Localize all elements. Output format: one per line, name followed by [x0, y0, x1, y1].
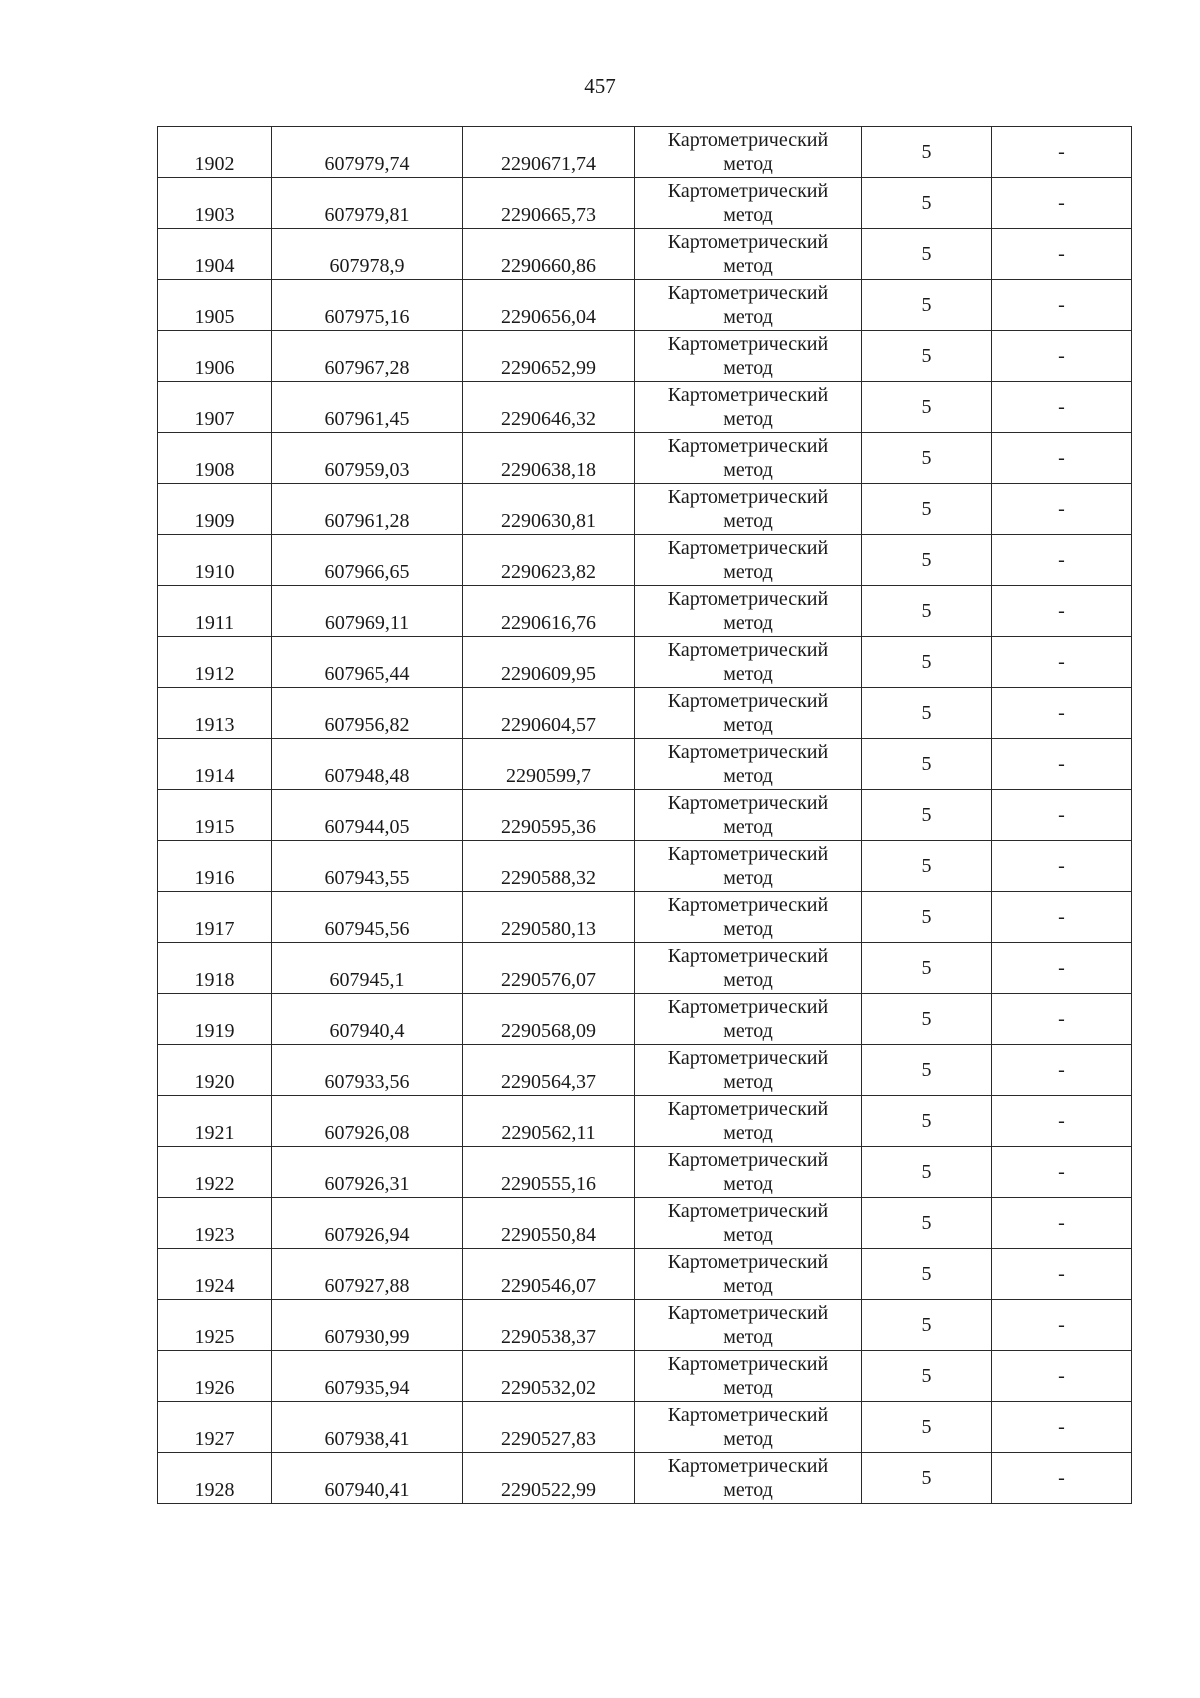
y-coordinate-cell: 2290630,81	[463, 484, 635, 535]
point-number-cell: 1902	[158, 127, 272, 178]
note-cell: -	[992, 484, 1132, 535]
table-row	[158, 1402, 1132, 1453]
y-coordinate-cell: 2290623,82	[463, 535, 635, 586]
accuracy-cell: 5	[862, 1453, 992, 1504]
y-coordinate-cell: 2290665,73	[463, 178, 635, 229]
x-coordinate-cell: 607930,99	[272, 1300, 463, 1351]
table-row	[158, 892, 1132, 943]
method-line-1: Картометрический	[667, 690, 829, 712]
method-cell	[635, 1198, 862, 1249]
table-row	[158, 943, 1132, 994]
accuracy-cell: 5	[862, 331, 992, 382]
note-cell: -	[992, 433, 1132, 484]
table-row	[158, 535, 1132, 586]
note-cell: -	[992, 1351, 1132, 1402]
method-line-1: Картометрический	[667, 1149, 829, 1171]
y-coordinate-cell: 2290546,07	[463, 1249, 635, 1300]
accuracy-cell: 5	[862, 1402, 992, 1453]
method-line-1: Картометрический	[667, 384, 829, 406]
note-cell: -	[992, 280, 1132, 331]
table-row	[158, 382, 1132, 433]
point-number-cell: 1917	[158, 892, 272, 943]
x-coordinate-cell: 607926,08	[272, 1096, 463, 1147]
x-coordinate-cell: 607961,28	[272, 484, 463, 535]
method-cell	[635, 1453, 862, 1504]
method-cell	[635, 1300, 862, 1351]
x-coordinate-cell: 607927,88	[272, 1249, 463, 1300]
table-row	[158, 688, 1132, 739]
table-row	[158, 841, 1132, 892]
method-line-1: Картометрический	[667, 1455, 829, 1477]
x-coordinate-cell: 607940,4	[272, 994, 463, 1045]
table-row	[158, 229, 1132, 280]
table-row	[158, 280, 1132, 331]
method-line-2: метод	[723, 255, 773, 277]
note-cell: -	[992, 892, 1132, 943]
note-cell: -	[992, 178, 1132, 229]
note-cell: -	[992, 127, 1132, 178]
accuracy-cell: 5	[862, 892, 992, 943]
point-number-cell: 1925	[158, 1300, 272, 1351]
accuracy-cell: 5	[862, 1147, 992, 1198]
y-coordinate-cell: 2290527,83	[463, 1402, 635, 1453]
y-coordinate-cell: 2290562,11	[463, 1096, 635, 1147]
x-coordinate-cell: 607979,74	[272, 127, 463, 178]
table-row	[158, 1351, 1132, 1402]
x-coordinate-cell: 607926,31	[272, 1147, 463, 1198]
method-cell	[635, 178, 862, 229]
note-cell: -	[992, 1300, 1132, 1351]
y-coordinate-cell: 2290576,07	[463, 943, 635, 994]
x-coordinate-cell: 607969,11	[272, 586, 463, 637]
accuracy-cell: 5	[862, 127, 992, 178]
method-line-2: метод	[723, 1479, 773, 1501]
method-line-1: Картометрический	[667, 639, 829, 661]
accuracy-cell: 5	[862, 688, 992, 739]
method-cell	[635, 994, 862, 1045]
method-line-2: метод	[723, 561, 773, 583]
method-line-1: Картометрический	[667, 486, 829, 508]
y-coordinate-cell: 2290656,04	[463, 280, 635, 331]
point-number-cell: 1928	[158, 1453, 272, 1504]
method-line-2: метод	[723, 1122, 773, 1144]
note-cell: -	[992, 739, 1132, 790]
method-line-2: метод	[723, 765, 773, 787]
y-coordinate-cell: 2290609,95	[463, 637, 635, 688]
accuracy-cell: 5	[862, 1249, 992, 1300]
accuracy-cell: 5	[862, 1198, 992, 1249]
point-number-cell: 1924	[158, 1249, 272, 1300]
table-row	[158, 433, 1132, 484]
table-row	[158, 790, 1132, 841]
method-line-2: метод	[723, 816, 773, 838]
accuracy-cell: 5	[862, 280, 992, 331]
point-number-cell: 1913	[158, 688, 272, 739]
point-number-cell: 1909	[158, 484, 272, 535]
point-number-cell: 1910	[158, 535, 272, 586]
x-coordinate-cell: 607926,94	[272, 1198, 463, 1249]
accuracy-cell: 5	[862, 484, 992, 535]
accuracy-cell: 5	[862, 535, 992, 586]
accuracy-cell: 5	[862, 994, 992, 1045]
accuracy-cell: 5	[862, 1045, 992, 1096]
method-cell	[635, 1351, 862, 1402]
method-line-2: метод	[723, 1071, 773, 1093]
point-number-cell: 1914	[158, 739, 272, 790]
accuracy-cell: 5	[862, 178, 992, 229]
note-cell: -	[992, 1249, 1132, 1300]
note-cell: -	[992, 994, 1132, 1045]
note-cell: -	[992, 841, 1132, 892]
x-coordinate-cell: 607948,48	[272, 739, 463, 790]
method-cell	[635, 688, 862, 739]
x-coordinate-cell: 607945,1	[272, 943, 463, 994]
method-line-1: Картометрический	[667, 894, 829, 916]
method-cell	[635, 892, 862, 943]
method-cell	[635, 1402, 862, 1453]
point-number-cell: 1926	[158, 1351, 272, 1402]
note-cell: -	[992, 535, 1132, 586]
method-line-2: метод	[723, 918, 773, 940]
table-row	[158, 1147, 1132, 1198]
method-line-2: метод	[723, 612, 773, 634]
method-line-1: Картометрический	[667, 1098, 829, 1120]
y-coordinate-cell: 2290588,32	[463, 841, 635, 892]
accuracy-cell: 5	[862, 1300, 992, 1351]
method-cell	[635, 382, 862, 433]
method-line-2: метод	[723, 153, 773, 175]
method-line-2: метод	[723, 1173, 773, 1195]
method-cell	[635, 637, 862, 688]
method-line-2: метод	[723, 969, 773, 991]
method-cell	[635, 943, 862, 994]
note-cell: -	[992, 331, 1132, 382]
y-coordinate-cell: 2290580,13	[463, 892, 635, 943]
accuracy-cell: 5	[862, 229, 992, 280]
y-coordinate-cell: 2290532,02	[463, 1351, 635, 1402]
note-cell: -	[992, 790, 1132, 841]
x-coordinate-cell: 607944,05	[272, 790, 463, 841]
method-line-2: метод	[723, 1275, 773, 1297]
note-cell: -	[992, 1402, 1132, 1453]
y-coordinate-cell: 2290599,7	[463, 739, 635, 790]
table-row	[158, 1249, 1132, 1300]
method-cell	[635, 1147, 862, 1198]
method-line-2: метод	[723, 1428, 773, 1450]
note-cell: -	[992, 586, 1132, 637]
point-number-cell: 1903	[158, 178, 272, 229]
method-cell	[635, 1045, 862, 1096]
y-coordinate-cell: 2290646,32	[463, 382, 635, 433]
point-number-cell: 1906	[158, 331, 272, 382]
table-row	[158, 994, 1132, 1045]
x-coordinate-cell: 607978,9	[272, 229, 463, 280]
point-number-cell: 1923	[158, 1198, 272, 1249]
x-coordinate-cell: 607943,55	[272, 841, 463, 892]
table-row	[158, 637, 1132, 688]
x-coordinate-cell: 607965,44	[272, 637, 463, 688]
point-number-cell: 1905	[158, 280, 272, 331]
note-cell: -	[992, 943, 1132, 994]
method-line-1: Картометрический	[667, 282, 829, 304]
point-number-cell: 1922	[158, 1147, 272, 1198]
method-line-2: метод	[723, 510, 773, 532]
y-coordinate-cell: 2290616,76	[463, 586, 635, 637]
method-cell	[635, 586, 862, 637]
x-coordinate-cell: 607938,41	[272, 1402, 463, 1453]
table-row	[158, 1300, 1132, 1351]
method-cell	[635, 1249, 862, 1300]
accuracy-cell: 5	[862, 1351, 992, 1402]
note-cell: -	[992, 1096, 1132, 1147]
y-coordinate-cell: 2290568,09	[463, 994, 635, 1045]
method-cell	[635, 790, 862, 841]
method-line-1: Картометрический	[667, 843, 829, 865]
method-line-2: метод	[723, 1377, 773, 1399]
x-coordinate-cell: 607935,94	[272, 1351, 463, 1402]
method-line-1: Картометрический	[667, 1047, 829, 1069]
method-line-1: Картометрический	[667, 537, 829, 559]
method-line-1: Картометрический	[667, 180, 829, 202]
point-number-cell: 1915	[158, 790, 272, 841]
method-line-2: метод	[723, 408, 773, 430]
method-line-2: метод	[723, 357, 773, 379]
accuracy-cell: 5	[862, 637, 992, 688]
y-coordinate-cell: 2290604,57	[463, 688, 635, 739]
method-line-2: метод	[723, 867, 773, 889]
method-line-1: Картометрический	[667, 588, 829, 610]
page-number: 457	[584, 74, 616, 98]
method-line-1: Картометрический	[667, 792, 829, 814]
table-row	[158, 1096, 1132, 1147]
point-number-cell: 1907	[158, 382, 272, 433]
y-coordinate-cell: 2290538,37	[463, 1300, 635, 1351]
table-row	[158, 127, 1132, 178]
x-coordinate-cell: 607940,41	[272, 1453, 463, 1504]
note-cell: -	[992, 1045, 1132, 1096]
method-line-1: Картометрический	[667, 333, 829, 355]
method-line-1: Картометрический	[667, 1251, 829, 1273]
y-coordinate-cell: 2290564,37	[463, 1045, 635, 1096]
x-coordinate-cell: 607945,56	[272, 892, 463, 943]
method-cell	[635, 127, 862, 178]
point-number-cell: 1918	[158, 943, 272, 994]
method-line-2: метод	[723, 1326, 773, 1348]
x-coordinate-cell: 607959,03	[272, 433, 463, 484]
x-coordinate-cell: 607933,56	[272, 1045, 463, 1096]
y-coordinate-cell: 2290671,74	[463, 127, 635, 178]
x-coordinate-cell: 607966,65	[272, 535, 463, 586]
accuracy-cell: 5	[862, 790, 992, 841]
method-line-2: метод	[723, 1224, 773, 1246]
point-number-cell: 1904	[158, 229, 272, 280]
y-coordinate-cell: 2290522,99	[463, 1453, 635, 1504]
x-coordinate-cell: 607961,45	[272, 382, 463, 433]
method-line-2: метод	[723, 204, 773, 226]
y-coordinate-cell: 2290550,84	[463, 1198, 635, 1249]
table-row	[158, 586, 1132, 637]
point-number-cell: 1921	[158, 1096, 272, 1147]
x-coordinate-cell: 607956,82	[272, 688, 463, 739]
method-line-1: Картометрический	[667, 231, 829, 253]
method-line-1: Картометрический	[667, 1200, 829, 1222]
method-line-1: Картометрический	[667, 741, 829, 763]
y-coordinate-cell: 2290660,86	[463, 229, 635, 280]
method-line-2: метод	[723, 1020, 773, 1042]
point-number-cell: 1920	[158, 1045, 272, 1096]
accuracy-cell: 5	[862, 739, 992, 790]
table-row	[158, 1453, 1132, 1504]
method-cell	[635, 331, 862, 382]
method-line-1: Картометрический	[667, 129, 829, 151]
method-line-1: Картометрический	[667, 1302, 829, 1324]
x-coordinate-cell: 607975,16	[272, 280, 463, 331]
accuracy-cell: 5	[862, 1096, 992, 1147]
method-cell	[635, 739, 862, 790]
point-number-cell: 1912	[158, 637, 272, 688]
note-cell: -	[992, 688, 1132, 739]
method-cell	[635, 280, 862, 331]
method-line-2: метод	[723, 663, 773, 685]
method-line-2: метод	[723, 306, 773, 328]
accuracy-cell: 5	[862, 943, 992, 994]
note-cell: -	[992, 382, 1132, 433]
point-number-cell: 1911	[158, 586, 272, 637]
table-row	[158, 739, 1132, 790]
accuracy-cell: 5	[862, 433, 992, 484]
note-cell: -	[992, 637, 1132, 688]
accuracy-cell: 5	[862, 841, 992, 892]
note-cell: -	[992, 229, 1132, 280]
table-row	[158, 178, 1132, 229]
method-cell	[635, 1096, 862, 1147]
method-cell	[635, 433, 862, 484]
y-coordinate-cell: 2290638,18	[463, 433, 635, 484]
accuracy-cell: 5	[862, 586, 992, 637]
note-cell: -	[992, 1147, 1132, 1198]
method-cell	[635, 841, 862, 892]
table-row	[158, 1198, 1132, 1249]
x-coordinate-cell: 607979,81	[272, 178, 463, 229]
method-line-1: Картометрический	[667, 996, 829, 1018]
point-number-cell: 1916	[158, 841, 272, 892]
method-line-1: Картометрический	[667, 1353, 829, 1375]
method-line-2: метод	[723, 714, 773, 736]
method-cell	[635, 535, 862, 586]
point-number-cell: 1908	[158, 433, 272, 484]
point-number-cell: 1919	[158, 994, 272, 1045]
note-cell: -	[992, 1453, 1132, 1504]
y-coordinate-cell: 2290595,36	[463, 790, 635, 841]
y-coordinate-cell: 2290555,16	[463, 1147, 635, 1198]
method-cell	[635, 229, 862, 280]
method-line-1: Картометрический	[667, 945, 829, 967]
method-line-1: Картометрический	[667, 1404, 829, 1426]
method-line-2: метод	[723, 459, 773, 481]
accuracy-cell: 5	[862, 382, 992, 433]
method-line-1: Картометрический	[667, 435, 829, 457]
point-number-cell: 1927	[158, 1402, 272, 1453]
table-row	[158, 1045, 1132, 1096]
method-cell	[635, 484, 862, 535]
note-cell: -	[992, 1198, 1132, 1249]
y-coordinate-cell: 2290652,99	[463, 331, 635, 382]
coordinates-table-body	[158, 127, 1132, 1504]
x-coordinate-cell: 607967,28	[272, 331, 463, 382]
table-row	[158, 484, 1132, 535]
table-row	[158, 331, 1132, 382]
coordinates-table	[157, 126, 1132, 1504]
